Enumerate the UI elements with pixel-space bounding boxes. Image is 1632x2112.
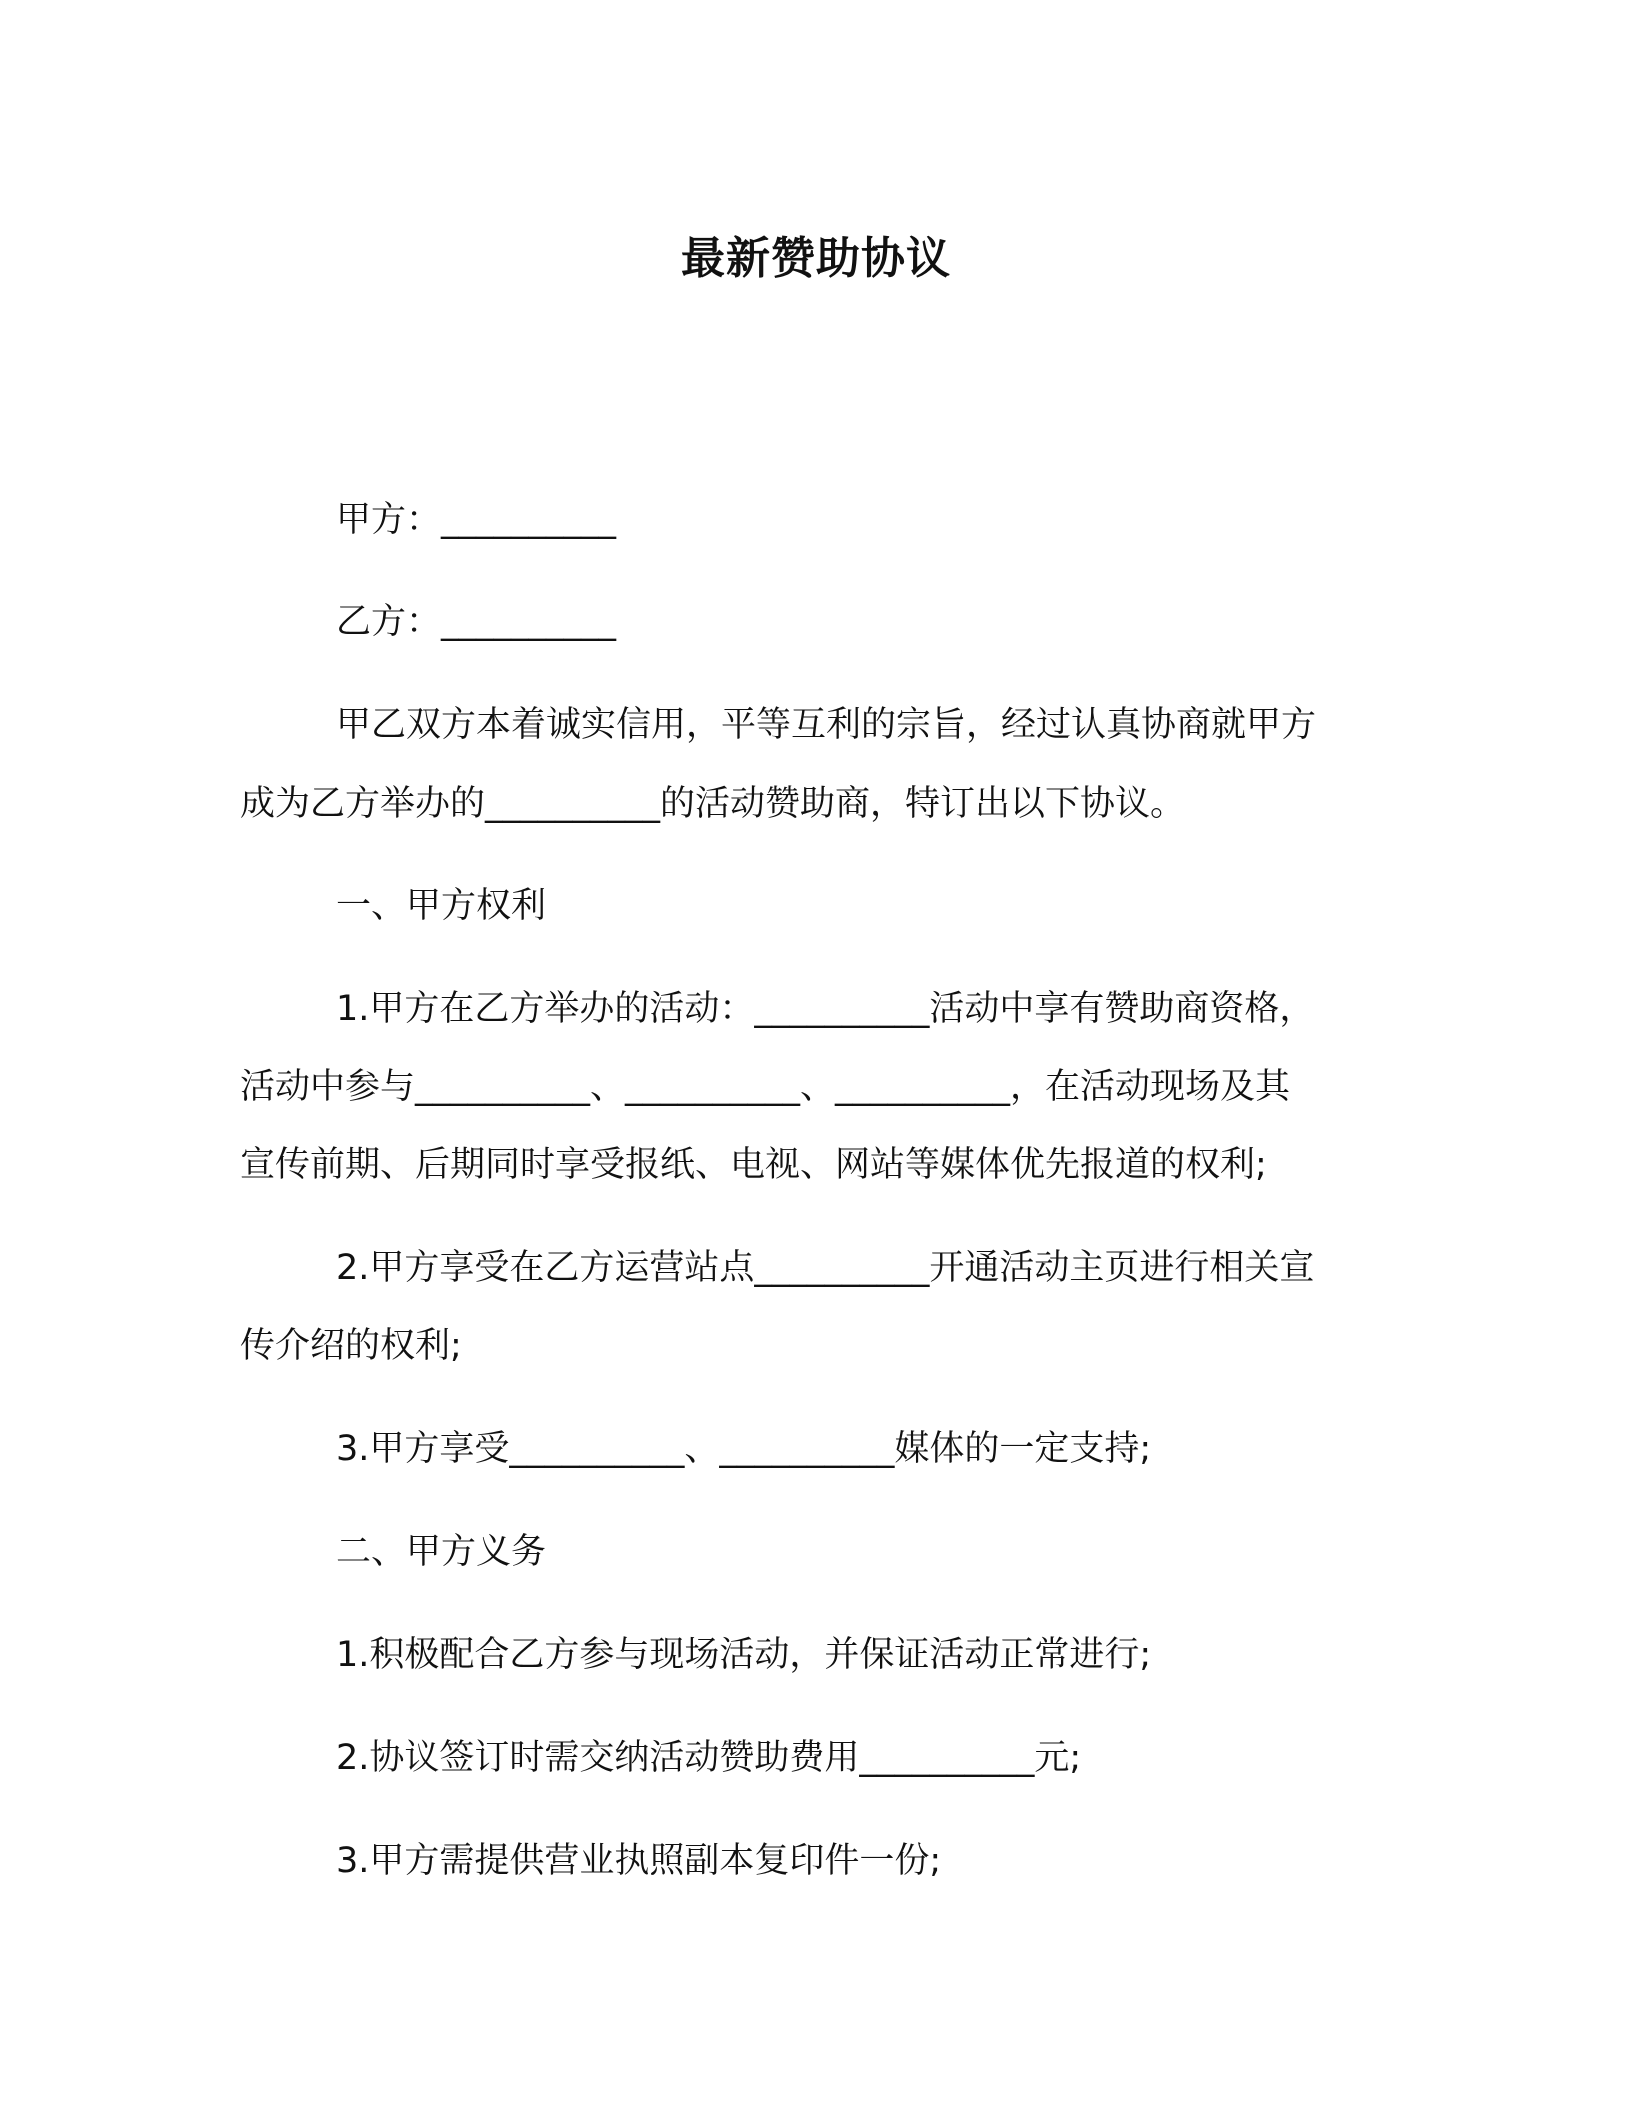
section-1-item-1-line-3: 宣传前期、后期同时享受报纸、电视、网站等媒体优先报道的权利; [240,1145,1267,1185]
intro-line-1: 甲乙双方本着诚实信用，平等互利的宗旨，经过认真协商就甲方 [336,705,1317,745]
intro-line-2: 成为乙方举办的__________的活动赞助商，特订出以下协议。 [240,784,1186,824]
section-2-item-1: 1.积极配合乙方参与现场活动，并保证活动正常进行; [336,1635,1152,1675]
document-title: 最新赞助协议 [681,233,951,284]
section-1-item-1-line-1: 1.甲方在乙方举办的活动：__________活动中享有赞助商资格， [336,989,1315,1029]
section-1-heading: 一、甲方权利 [336,886,547,926]
section-2-item-3: 3.甲方需提供营业执照副本复印件一份; [336,1841,942,1881]
section-1-item-2-line-2: 传介绍的权利; [240,1326,462,1366]
section-1-item-3: 3.甲方享受__________、__________媒体的一定支持; [336,1429,1152,1469]
party-a-line: 甲方：__________ [336,500,617,540]
party-b-line: 乙方：__________ [336,602,617,642]
section-1-item-2-line-1: 2.甲方享受在乙方运营站点__________开通活动主页进行相关宣 [336,1248,1315,1288]
section-2-item-2: 2.协议签订时需交纳活动赞助费用__________元; [336,1738,1082,1778]
section-1-item-1-line-2: 活动中参与__________、__________、__________，在活动现场及其 [240,1067,1291,1107]
section-2-heading: 二、甲方义务 [336,1532,547,1572]
